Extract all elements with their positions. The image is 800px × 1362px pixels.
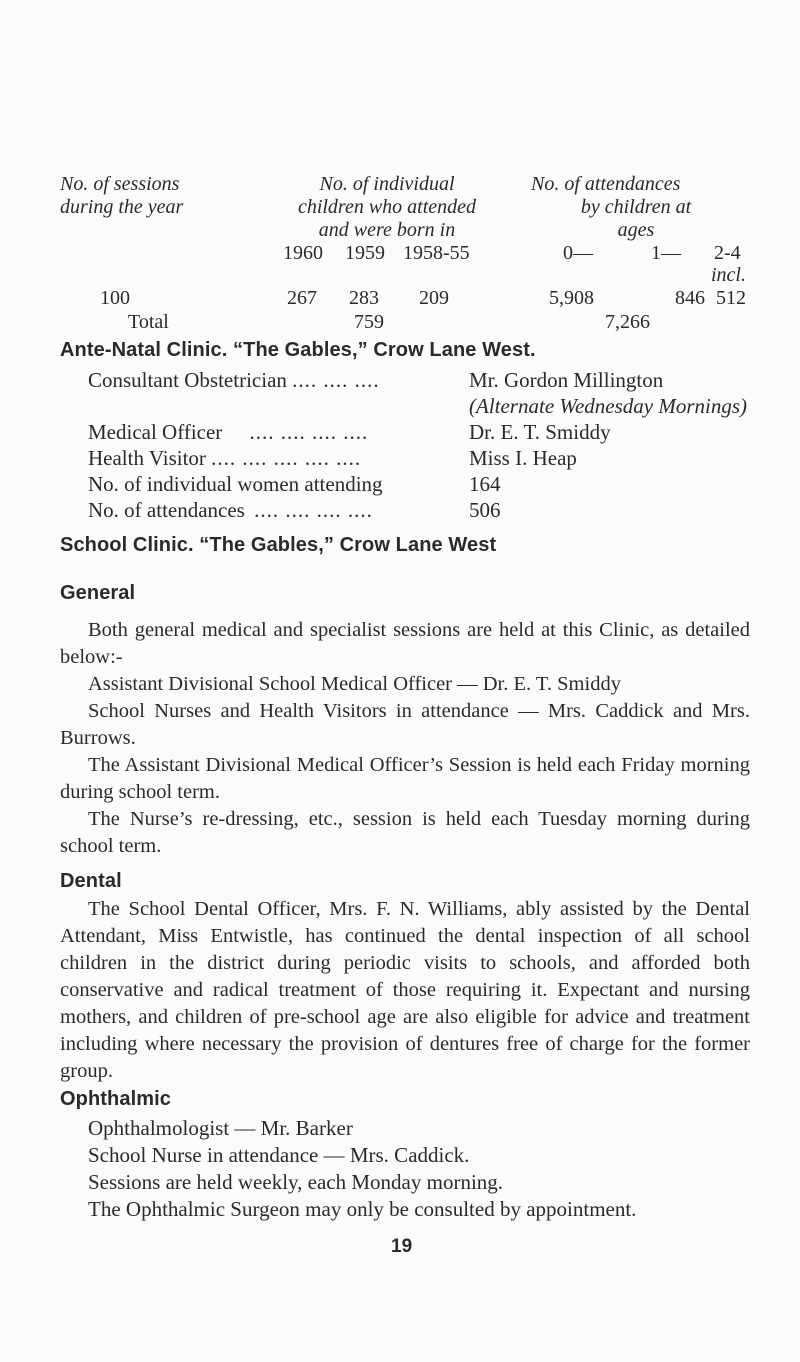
ophthalmic-line-1: Ophthalmologist — Mr. Barker — [88, 1116, 353, 1140]
year-1960: 1960 — [283, 242, 323, 264]
age-incl-note: incl. — [711, 264, 746, 286]
sessions-header-line2: during the year — [60, 196, 184, 218]
born-1959-count: 283 — [349, 287, 379, 309]
attend-age0-count: 5,908 — [549, 287, 594, 309]
antenatal-value-women: 164 — [469, 472, 501, 496]
attendances-header-line1: No. of attendances — [531, 173, 681, 195]
antenatal-label: Medical Officer — [88, 420, 223, 444]
antenatal-value-health-visitor: Miss I. Heap — [469, 446, 577, 470]
antenatal-label: No. of attendances — [88, 498, 245, 522]
antenatal-row-consultant — [88, 367, 380, 393]
antenatal-value-medical-officer: Dr. E. T. Smiddy — [469, 420, 611, 444]
age-2-4: 2-4 — [714, 242, 741, 264]
leader-dots: .... .... .... — [292, 368, 380, 392]
children-header-line2: children who attended — [297, 196, 477, 218]
attend-age2-4-count: 512 — [716, 287, 746, 309]
school-clinic-heading: School Clinic. “The Gables,” Crow Lane West — [60, 534, 497, 556]
total-born: 759 — [354, 311, 384, 333]
antenatal-heading: Ante-Natal Clinic. “The Gables,” Crow Lane West. — [60, 339, 536, 361]
antenatal-row-health-visitor — [88, 445, 361, 471]
dental-heading: Dental — [60, 870, 122, 892]
antenatal-row-attendances — [88, 497, 373, 523]
leader-dots: .... .... .... .... — [249, 420, 369, 444]
antenatal-label: No. of individual women attending — [88, 472, 383, 496]
general-paragraph-2: Assistant Divisional School Medical Officer — Dr. E. T. Smiddy — [88, 673, 621, 695]
antenatal-value-consultant: Mr. Gordon Millington — [469, 368, 664, 392]
year-1958-55: 1958-55 — [403, 242, 470, 264]
born-1960-count: 267 — [287, 287, 317, 309]
leader-dots: .... .... .... .... .... — [211, 446, 362, 470]
antenatal-session-note: (Alternate Wednesday Mornings) — [469, 394, 748, 418]
antenatal-value-attendances: 506 — [469, 498, 501, 522]
attendances-header-line2: by children at — [580, 196, 692, 218]
attend-age1-count: 846 — [675, 287, 705, 309]
sessions-count: 100 — [100, 287, 130, 309]
ophthalmic-line-3: Sessions are held weekly, each Monday morning. — [88, 1170, 504, 1194]
age-1: 1— — [651, 242, 681, 264]
attendances-header-line3: ages — [617, 219, 655, 241]
born-1958-55-count: 209 — [419, 287, 449, 309]
general-paragraph-3: School Nurses and Health Visitors in attendance — Mrs. Caddick and Mrs. Burrows. — [60, 700, 750, 749]
sessions-header-line1: No. of sessions — [60, 173, 180, 195]
age-0: 0— — [563, 242, 593, 264]
total-attendances: 7,266 — [605, 311, 650, 333]
general-paragraph-4: The Assistant Divisional Medical Officer’s Session is held each Friday morning during school term. — [60, 754, 750, 803]
page-number: 19 — [391, 1236, 413, 1257]
antenatal-row-women — [88, 471, 383, 497]
total-label: Total — [128, 311, 169, 333]
antenatal-label: Consultant Obstetrician — [88, 368, 287, 392]
children-header-line1: No. of individual — [319, 173, 455, 195]
ophthalmic-heading: Ophthalmic — [60, 1088, 172, 1110]
general-heading: General — [60, 582, 136, 604]
ophthalmic-line-2: School Nurse in attendance — Mrs. Caddick. — [88, 1143, 470, 1167]
children-header-line3: and were born in — [318, 219, 456, 241]
dental-paragraph: The School Dental Officer, Mrs. F. N. Williams, ably assisted by the Dental Attendant, Miss Entwistle, has continued the dental inspection of all school children in the district during periodic visits to schools, and afforded both conservative and radical treatment of those requiring it. Expectant and nursing mothers, and children of pre-school age are also eligible for advice and treatment including where necessary the provision of dentures free of charge for the former group. — [60, 898, 750, 1082]
year-1959: 1959 — [345, 242, 385, 264]
general-paragraph-5: The Nurse’s re-dressing, etc., session is held each Tuesday morning during school term. — [60, 808, 750, 857]
leader-dots: .... .... .... .... — [254, 498, 373, 522]
general-paragraph-1: Both general medical and specialist sessions are held at this Clinic, as detailed below:- — [60, 619, 750, 668]
ophthalmic-line-4: The Ophthalmic Surgeon may only be consulted by appointment. — [88, 1197, 637, 1221]
antenatal-label: Health Visitor — [88, 446, 206, 470]
antenatal-row-medical-officer — [88, 419, 368, 445]
